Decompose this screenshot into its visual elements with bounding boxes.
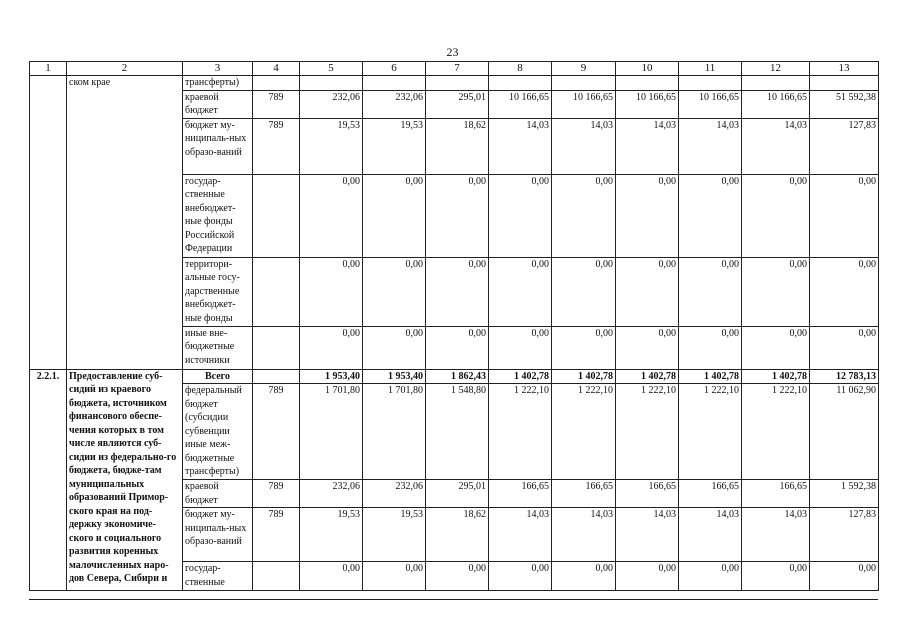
amount-cell: 232,06 (363, 480, 426, 508)
amount-cell: 0,00 (552, 174, 616, 257)
column-header: 8 (489, 62, 552, 76)
amount-cell (742, 76, 810, 91)
funding-source-cell: Всего (183, 369, 253, 384)
amount-cell: 166,65 (552, 480, 616, 508)
amount-cell: 1 402,78 (742, 369, 810, 384)
amount-cell (489, 76, 552, 91)
amount-cell: 1 402,78 (552, 369, 616, 384)
budget-code-cell (253, 562, 300, 591)
amount-cell: 0,00 (616, 174, 679, 257)
funding-source-cell: трансферты) (183, 76, 253, 91)
item-number-cell: 2.2.1. (30, 369, 67, 591)
amount-cell: 0,00 (300, 326, 363, 369)
page-bottom-rule (29, 599, 878, 600)
amount-cell: 0,00 (363, 562, 426, 591)
amount-cell: 0,00 (489, 326, 552, 369)
amount-cell: 0,00 (300, 257, 363, 326)
amount-cell: 127,83 (810, 508, 879, 562)
amount-cell: 0,00 (300, 562, 363, 591)
funding-source-cell: иные вне-бюджетные источники (183, 326, 253, 369)
amount-cell: 0,00 (552, 326, 616, 369)
amount-cell: 19,53 (363, 508, 426, 562)
budget-code-cell (253, 76, 300, 91)
column-header: 9 (552, 62, 616, 76)
column-header: 11 (679, 62, 742, 76)
amount-cell: 1 953,40 (363, 369, 426, 384)
amount-cell: 0,00 (426, 562, 489, 591)
amount-cell (363, 76, 426, 91)
amount-cell: 14,03 (489, 508, 552, 562)
amount-cell: 166,65 (742, 480, 810, 508)
funding-source-cell: федеральный бюджет (субсидии субвенции иные меж-бюджетные трансферты) (183, 384, 253, 480)
amount-cell: 0,00 (616, 562, 679, 591)
amount-cell: 18,62 (426, 508, 489, 562)
column-header-row (30, 62, 879, 76)
amount-cell: 0,00 (742, 174, 810, 257)
funding-source-cell: территори-альные госу-дарственные внебюджет-ные фонды (183, 257, 253, 326)
funding-source-cell: краевой бюджет (183, 90, 253, 118)
amount-cell: 166,65 (616, 480, 679, 508)
amount-cell: 1 402,78 (489, 369, 552, 384)
amount-cell: 0,00 (679, 562, 742, 591)
amount-cell: 14,03 (616, 508, 679, 562)
amount-cell: 166,65 (679, 480, 742, 508)
budget-code-cell: 789 (253, 90, 300, 118)
funding-source-cell: краевой бюджет (183, 480, 253, 508)
budget-code-cell: 789 (253, 118, 300, 174)
funding-source-cell: государ-ственные (183, 562, 253, 591)
funding-source-cell: бюджет му-ниципаль-ных образо-ваний (183, 118, 253, 174)
amount-cell (616, 76, 679, 91)
amount-cell: 10 166,65 (679, 90, 742, 118)
amount-cell: 1 953,40 (300, 369, 363, 384)
table-row (30, 76, 879, 91)
amount-cell: 295,01 (426, 480, 489, 508)
amount-cell: 1 222,10 (679, 384, 742, 480)
amount-cell (810, 76, 879, 91)
amount-cell: 0,00 (679, 326, 742, 369)
amount-cell: 0,00 (489, 257, 552, 326)
funding-source-cell: государ-ственные внебюджет-ные фонды Российской Федерации (183, 174, 253, 257)
amount-cell: 0,00 (426, 174, 489, 257)
amount-cell: 0,00 (426, 257, 489, 326)
budget-code-cell (253, 257, 300, 326)
amount-cell: 19,53 (300, 118, 363, 174)
amount-cell: 14,03 (616, 118, 679, 174)
item-number-cell (30, 76, 67, 370)
amount-cell: 14,03 (679, 118, 742, 174)
amount-cell: 0,00 (426, 326, 489, 369)
amount-cell: 0,00 (552, 257, 616, 326)
page-number: 23 (446, 45, 459, 59)
column-header: 13 (810, 62, 879, 76)
amount-cell: 14,03 (679, 508, 742, 562)
amount-cell: 18,62 (426, 118, 489, 174)
amount-cell: 0,00 (489, 562, 552, 591)
amount-cell: 295,01 (426, 90, 489, 118)
amount-cell: 0,00 (810, 174, 879, 257)
amount-cell: 0,00 (742, 326, 810, 369)
amount-cell: 1 701,80 (300, 384, 363, 480)
amount-cell: 1 222,10 (742, 384, 810, 480)
budget-code-cell (253, 326, 300, 369)
budget-code-cell (253, 174, 300, 257)
amount-cell: 0,00 (363, 174, 426, 257)
amount-cell: 0,00 (742, 257, 810, 326)
item-title-cell: Предоставление суб-сидий из краевого бюджета, источником финансового обеспе-чения которых в том числе являются суб-сидии из федерально-го бюджета, бюдже-там муниципальных образований Примор-ского края на под-держку экономиче-ского и социального развития коренных малочисленных наро-дов Севера, Сибири и (67, 369, 183, 591)
column-header: 6 (363, 62, 426, 76)
amount-cell: 11 062,90 (810, 384, 879, 480)
amount-cell: 232,06 (300, 480, 363, 508)
amount-cell: 0,00 (679, 174, 742, 257)
amount-cell: 0,00 (679, 257, 742, 326)
amount-cell: 0,00 (363, 326, 426, 369)
amount-cell: 19,53 (300, 508, 363, 562)
amount-cell: 0,00 (616, 326, 679, 369)
amount-cell: 14,03 (742, 118, 810, 174)
amount-cell: 0,00 (742, 562, 810, 591)
amount-cell: 232,06 (363, 90, 426, 118)
amount-cell: 19,53 (363, 118, 426, 174)
amount-cell: 10 166,65 (489, 90, 552, 118)
amount-cell: 10 166,65 (742, 90, 810, 118)
amount-cell: 0,00 (810, 257, 879, 326)
budget-code-cell: 789 (253, 480, 300, 508)
column-header: 10 (616, 62, 679, 76)
amount-cell: 0,00 (489, 174, 552, 257)
amount-cell: 0,00 (810, 326, 879, 369)
amount-cell: 1 592,38 (810, 480, 879, 508)
table-row (30, 369, 879, 384)
amount-cell: 14,03 (742, 508, 810, 562)
amount-cell: 0,00 (616, 257, 679, 326)
amount-cell: 0,00 (363, 257, 426, 326)
budget-code-cell: 789 (253, 508, 300, 562)
amount-cell: 10 166,65 (616, 90, 679, 118)
item-title-cell: ском крае (67, 76, 183, 370)
amount-cell (552, 76, 616, 91)
amount-cell (426, 76, 489, 91)
amount-cell: 232,06 (300, 90, 363, 118)
amount-cell: 1 862,43 (426, 369, 489, 384)
amount-cell: 0,00 (552, 562, 616, 591)
amount-cell: 10 166,65 (552, 90, 616, 118)
amount-cell: 0,00 (300, 174, 363, 257)
amount-cell: 1 222,10 (489, 384, 552, 480)
column-header: 12 (742, 62, 810, 76)
amount-cell: 1 222,10 (552, 384, 616, 480)
column-header: 7 (426, 62, 489, 76)
amount-cell: 1 402,78 (679, 369, 742, 384)
amount-cell: 127,83 (810, 118, 879, 174)
amount-cell: 51 592,38 (810, 90, 879, 118)
amount-cell: 14,03 (489, 118, 552, 174)
amount-cell: 1 402,78 (616, 369, 679, 384)
amount-cell: 1 222,10 (616, 384, 679, 480)
budget-table (29, 61, 879, 591)
budget-code-cell (253, 369, 300, 384)
column-header: 3 (183, 62, 253, 76)
budget-code-cell: 789 (253, 384, 300, 480)
column-header: 2 (67, 62, 183, 76)
amount-cell: 1 701,80 (363, 384, 426, 480)
amount-cell (300, 76, 363, 91)
amount-cell: 12 783,13 (810, 369, 879, 384)
amount-cell: 14,03 (552, 508, 616, 562)
amount-cell: 1 548,80 (426, 384, 489, 480)
amount-cell: 14,03 (552, 118, 616, 174)
amount-cell: 166,65 (489, 480, 552, 508)
column-header: 4 (253, 62, 300, 76)
amount-cell (679, 76, 742, 91)
amount-cell: 0,00 (810, 562, 879, 591)
column-header: 5 (300, 62, 363, 76)
column-header: 1 (30, 62, 67, 76)
funding-source-cell: бюджет му-ниципаль-ных образо-ваний (183, 508, 253, 562)
